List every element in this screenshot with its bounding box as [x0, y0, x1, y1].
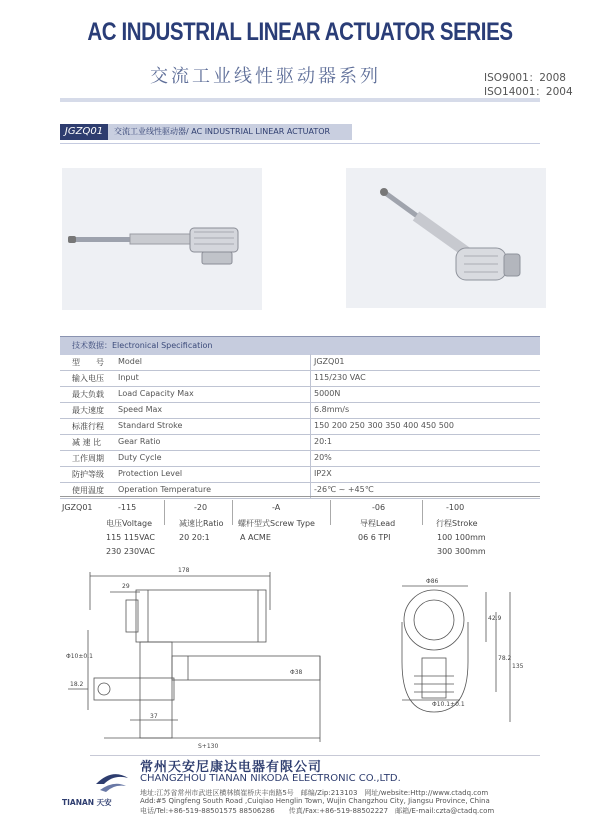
order-separator — [422, 500, 423, 525]
dim-offset-37: 37 — [150, 713, 158, 720]
spec-row-load — [60, 386, 540, 403]
spec-en: Duty Cycle — [118, 453, 162, 462]
spec-divider — [310, 354, 311, 370]
order-screw-option: A ACME — [240, 533, 271, 542]
spec-row-protection — [60, 466, 540, 483]
spec-row-input — [60, 370, 540, 387]
drawing-end-view — [368, 572, 528, 752]
order-model: JGZQ01 — [62, 503, 93, 512]
company-name-en: CHANGZHOU TIANAN NIKODA ELECTRONIC CO.,LTD. — [140, 773, 401, 784]
spec-value: 20% — [314, 453, 332, 462]
dim-length-178: 178 — [178, 567, 190, 574]
iso-cert-2: ISO14001：2004 — [484, 86, 573, 98]
spec-row-model — [60, 354, 540, 371]
company-logo — [94, 766, 130, 800]
spec-cn: 减 速 比 — [72, 438, 102, 447]
order-voltage-code: -115 — [118, 503, 137, 512]
spec-en: Load Capacity Max — [118, 389, 194, 398]
spec-cn: 输入电压 — [72, 374, 104, 383]
order-stroke-option: 300 300mm — [437, 547, 486, 556]
spec-value: 20:1 — [314, 437, 332, 446]
spec-divider — [310, 370, 311, 386]
order-separator — [330, 500, 331, 525]
iso-cert-1: ISO9001：2008 — [484, 72, 566, 84]
contact-info: 电话/Tel:+86-519-88501575 88506286 传真/Fax:+86-519-88502227 邮箱/E-mail:czta@ctadq.com — [140, 807, 495, 815]
spec-cn: 最大负载 — [72, 390, 104, 399]
spec-value: JGZQ01 — [314, 357, 345, 366]
dim-end-diameter: Φ86 — [426, 578, 439, 585]
order-ratio-code: -20 — [194, 503, 208, 512]
order-ratio-label: 减速比Ratio — [179, 519, 224, 528]
page-title: AC INDUSTRIAL LINEAR ACTUATOR SERIES — [87, 18, 513, 46]
dim-rod-diameter: Φ10±0.1 — [66, 653, 93, 660]
spec-divider — [310, 466, 311, 482]
spec-cn: 型 号 — [72, 358, 104, 367]
spec-divider — [310, 450, 311, 466]
spec-en: Input — [118, 373, 139, 382]
logo-text: TIANAN 天安 — [62, 798, 112, 807]
spec-en: Gear Ratio — [118, 437, 161, 446]
spec-table-heading: 技术数据：Electronical Specification — [72, 341, 213, 350]
spec-row-stroke — [60, 418, 540, 435]
dim-tube-diameter: Φ38 — [290, 669, 303, 676]
spec-value: 6.8mm/s — [314, 405, 350, 414]
spec-divider — [310, 402, 311, 418]
spec-row-duty — [60, 450, 540, 467]
spec-cn: 最大速度 — [72, 406, 104, 415]
spec-en: Speed Max — [118, 405, 163, 414]
spec-value: 150 200 250 300 350 400 450 500 — [314, 421, 454, 430]
order-lead-label: 导程Lead — [360, 519, 396, 528]
dim-end-42: 42.9 — [488, 615, 502, 622]
dim-end-135: 135 — [512, 663, 524, 670]
address-en: Add:#5 Qingfeng South Road ,Cuiqiao Henglin Town, Wujin Changzhou City, Jiangsu Province, China — [140, 797, 490, 805]
spec-cn: 使用温度 — [72, 486, 104, 495]
company-name-cn: 常州天安尼康达电器有限公司 — [140, 760, 323, 775]
spec-row-speed — [60, 402, 540, 419]
order-voltage-option: 115 115VAC — [106, 533, 155, 542]
actuator-photo-angle — [346, 168, 546, 308]
spec-row-ratio — [60, 434, 540, 451]
order-stroke-label: 行程Stroke — [436, 519, 478, 528]
spec-en: Model — [118, 357, 143, 366]
section-rule — [60, 143, 540, 144]
spec-cn: 防护等级 — [72, 470, 104, 479]
spec-value: -26℃ ~ +45℃ — [314, 485, 374, 494]
spec-divider — [310, 386, 311, 402]
spec-en: Protection Level — [118, 469, 183, 478]
page-subtitle-cn: 交流工业线性驱动器系列 — [150, 66, 381, 87]
spec-value: IP2X — [314, 469, 332, 478]
order-ratio-option: 20 20:1 — [179, 533, 210, 542]
order-stroke-option: 100 100mm — [437, 533, 486, 542]
section-title: 交流工业线性驱动器/ AC INDUSTRIAL LINEAR ACTUATOR — [114, 127, 331, 136]
order-code-rule — [60, 496, 540, 497]
section-code: JGZQ01 — [60, 124, 108, 140]
dim-offset-29: 29 — [122, 583, 130, 590]
order-separator — [232, 500, 233, 525]
dim-stroke-total: S+130 — [198, 743, 219, 750]
order-lead-code: -06 — [372, 503, 386, 512]
order-lead-option: 06 6 TPI — [358, 533, 391, 542]
order-screw-code: -A — [272, 503, 281, 512]
spec-value: 115/230 VAC — [314, 373, 366, 382]
spec-cn: 标准行程 — [72, 422, 104, 431]
spec-en: Operation Temperature — [118, 485, 212, 494]
dim-rod-height: 18.2 — [70, 681, 84, 688]
order-stroke-code: -100 — [446, 503, 465, 512]
spec-divider — [310, 434, 311, 450]
dim-end-rod: Φ10.1±0.1 — [432, 701, 465, 708]
order-separator — [164, 500, 165, 525]
spec-cn: 工作周期 — [72, 454, 104, 463]
spec-en: Standard Stroke — [118, 421, 183, 430]
spec-divider — [310, 418, 311, 434]
drawing-side-view — [58, 560, 328, 750]
order-screw-label: 螺杆型式Screw Type — [238, 519, 315, 528]
order-voltage-label: 电压Voltage — [106, 519, 153, 528]
spec-value: 5000N — [314, 389, 341, 398]
actuator-photo-side — [62, 168, 262, 310]
dim-end-78: 78.2 — [498, 655, 512, 662]
address-cn: 地址:江苏省常州市武进区横林镇崔桥庆丰南路5号 邮编/Zip:213103 网址/website:Http://www.ctadq.com — [140, 789, 489, 797]
order-voltage-option: 230 230VAC — [106, 547, 155, 556]
header-divider — [60, 98, 540, 102]
